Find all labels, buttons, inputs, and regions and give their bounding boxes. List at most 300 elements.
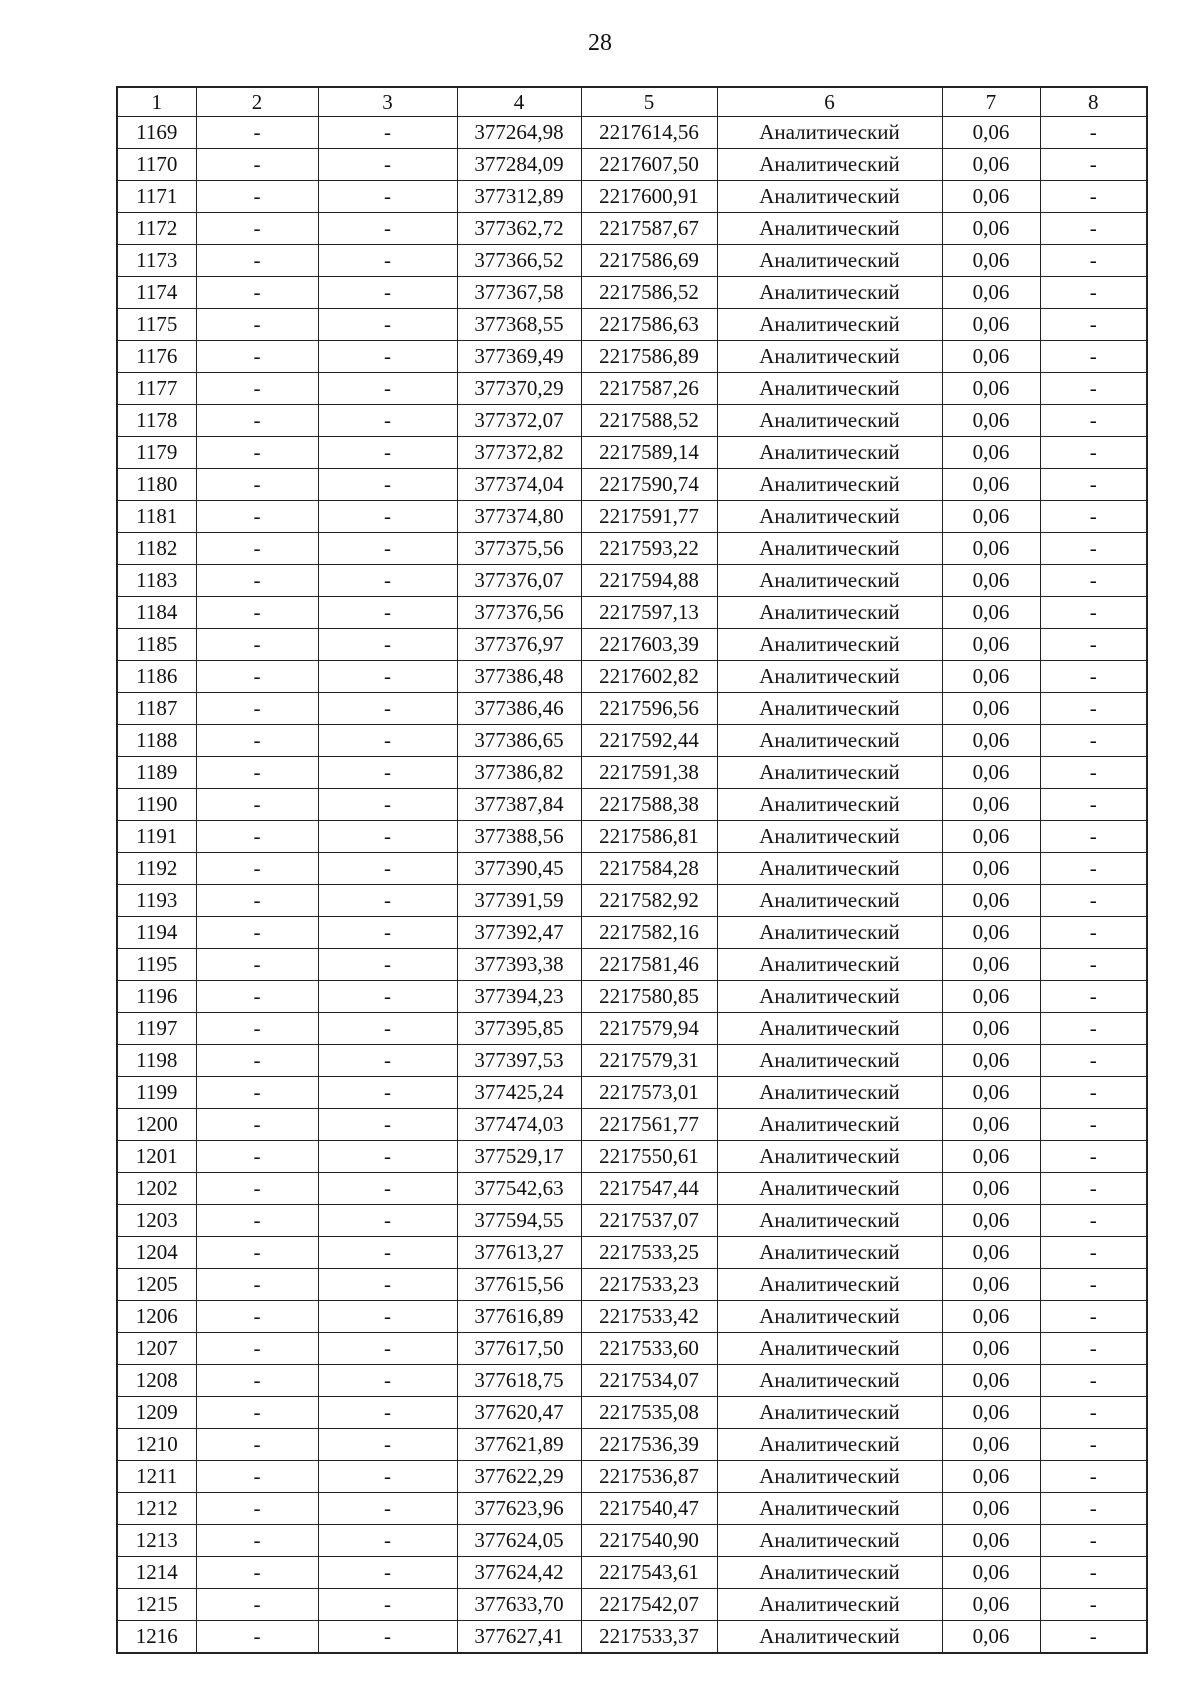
table-cell: - — [1040, 1077, 1147, 1109]
table-cell: 377620,47 — [457, 1397, 581, 1429]
table-cell: Аналитический — [717, 245, 942, 277]
table-cell: 377376,97 — [457, 629, 581, 661]
table-cell: Аналитический — [717, 1397, 942, 1429]
table-row — [117, 1109, 1147, 1141]
table-cell: 0,06 — [942, 1365, 1040, 1397]
table-cell: 377395,85 — [457, 1013, 581, 1045]
table-cell: - — [196, 1365, 318, 1397]
table-cell: 2217607,50 — [581, 149, 717, 181]
table-cell: - — [196, 1429, 318, 1461]
table-cell: Аналитический — [717, 821, 942, 853]
table-cell: - — [196, 597, 318, 629]
table-cell: 377397,53 — [457, 1045, 581, 1077]
table-cell: - — [196, 661, 318, 693]
table-cell: - — [196, 693, 318, 725]
table-cell: 0,06 — [942, 1301, 1040, 1333]
table-cell: 1194 — [117, 917, 196, 949]
table-cell: 1179 — [117, 437, 196, 469]
table-cell: 1175 — [117, 309, 196, 341]
table-cell: 2217603,39 — [581, 629, 717, 661]
table-cell: - — [318, 117, 457, 149]
table-cell: - — [318, 341, 457, 373]
table-row — [117, 533, 1147, 565]
table-cell: 1209 — [117, 1397, 196, 1429]
table-cell: 1186 — [117, 661, 196, 693]
table-cell: Аналитический — [717, 1045, 942, 1077]
table-cell: 0,06 — [942, 821, 1040, 853]
table-cell: 1200 — [117, 1109, 196, 1141]
table-cell: - — [1040, 341, 1147, 373]
table-row — [117, 1077, 1147, 1109]
table-cell: 2217586,69 — [581, 245, 717, 277]
table-cell: 1173 — [117, 245, 196, 277]
table-row — [117, 821, 1147, 853]
table-row — [117, 1525, 1147, 1557]
table-cell: 2217614,56 — [581, 117, 717, 149]
table-cell: Аналитический — [717, 1013, 942, 1045]
table-cell: 1207 — [117, 1333, 196, 1365]
table-cell: 1202 — [117, 1173, 196, 1205]
table-cell: 0,06 — [942, 373, 1040, 405]
table-cell: - — [1040, 437, 1147, 469]
coordinates-table — [116, 86, 1148, 1654]
table-cell: 377393,38 — [457, 949, 581, 981]
table-cell: Аналитический — [717, 213, 942, 245]
table-cell: 2217579,31 — [581, 1045, 717, 1077]
table-cell: - — [318, 853, 457, 885]
table-cell: 1206 — [117, 1301, 196, 1333]
table-cell: 1174 — [117, 277, 196, 309]
table-cell: - — [318, 213, 457, 245]
column-header: 1 — [117, 87, 196, 117]
table-cell: - — [318, 1301, 457, 1333]
table-cell: 0,06 — [942, 693, 1040, 725]
table-row — [117, 1173, 1147, 1205]
table-cell: 0,06 — [942, 405, 1040, 437]
table-cell: 2217533,23 — [581, 1269, 717, 1301]
table-cell: - — [318, 1557, 457, 1589]
table-row — [117, 309, 1147, 341]
table-cell: - — [318, 373, 457, 405]
table-cell: 2217586,89 — [581, 341, 717, 373]
table-cell: 0,06 — [942, 597, 1040, 629]
table-row — [117, 981, 1147, 1013]
table-cell: 1198 — [117, 1045, 196, 1077]
table-cell: 1205 — [117, 1269, 196, 1301]
table-cell: 0,06 — [942, 117, 1040, 149]
table-cell: 2217586,81 — [581, 821, 717, 853]
table-row — [117, 725, 1147, 757]
table-row — [117, 181, 1147, 213]
table-cell: - — [318, 821, 457, 853]
table-cell: 0,06 — [942, 1461, 1040, 1493]
table-cell: 0,06 — [942, 853, 1040, 885]
table-cell: - — [318, 309, 457, 341]
table-cell: 1193 — [117, 885, 196, 917]
table-cell: - — [1040, 469, 1147, 501]
table-cell: - — [1040, 1237, 1147, 1269]
table-cell: Аналитический — [717, 117, 942, 149]
table-cell: 0,06 — [942, 1237, 1040, 1269]
table-cell: - — [318, 1237, 457, 1269]
table-cell: - — [1040, 1141, 1147, 1173]
table-cell: Аналитический — [717, 1237, 942, 1269]
table-cell: - — [1040, 1365, 1147, 1397]
table-cell: 377372,82 — [457, 437, 581, 469]
column-header: 6 — [717, 87, 942, 117]
table-cell: - — [196, 1077, 318, 1109]
table-cell: 0,06 — [942, 949, 1040, 981]
table-cell: 2217542,07 — [581, 1589, 717, 1621]
table-cell: 2217588,52 — [581, 405, 717, 437]
table-cell: 377394,23 — [457, 981, 581, 1013]
table-cell: 0,06 — [942, 1429, 1040, 1461]
table-cell: 2217580,85 — [581, 981, 717, 1013]
table-cell: 0,06 — [942, 1109, 1040, 1141]
table-cell: 2217591,38 — [581, 757, 717, 789]
table-cell: - — [318, 1397, 457, 1429]
table-cell: 1214 — [117, 1557, 196, 1589]
table-cell: 1204 — [117, 1237, 196, 1269]
table-cell: - — [318, 1077, 457, 1109]
table-cell: - — [1040, 725, 1147, 757]
table-cell: 0,06 — [942, 437, 1040, 469]
table-cell: 2217596,56 — [581, 693, 717, 725]
table-cell: - — [196, 437, 318, 469]
table-cell: Аналитический — [717, 1333, 942, 1365]
table-cell: 0,06 — [942, 757, 1040, 789]
table-cell: - — [196, 789, 318, 821]
table-cell: - — [1040, 789, 1147, 821]
table-cell: - — [318, 277, 457, 309]
table-cell: - — [196, 1045, 318, 1077]
table-cell: 1185 — [117, 629, 196, 661]
table-cell: - — [318, 661, 457, 693]
table-cell: 2217579,94 — [581, 1013, 717, 1045]
table-cell: 2217534,07 — [581, 1365, 717, 1397]
table-cell: Аналитический — [717, 853, 942, 885]
table-cell: Аналитический — [717, 1365, 942, 1397]
table-cell: - — [1040, 1269, 1147, 1301]
table-row — [117, 1141, 1147, 1173]
table-cell: 2217587,67 — [581, 213, 717, 245]
table-cell: 1183 — [117, 565, 196, 597]
table-cell: Аналитический — [717, 1493, 942, 1525]
table-row — [117, 213, 1147, 245]
table-cell: 0,06 — [942, 789, 1040, 821]
table-cell: Аналитический — [717, 1429, 942, 1461]
table-cell: 2217537,07 — [581, 1205, 717, 1237]
table-cell: 377391,59 — [457, 885, 581, 917]
table-cell: - — [196, 149, 318, 181]
table-row — [117, 1589, 1147, 1621]
column-header: 5 — [581, 87, 717, 117]
table-cell: Аналитический — [717, 181, 942, 213]
page-number: 28 — [588, 30, 612, 56]
table-cell: - — [196, 821, 318, 853]
table-row — [117, 1621, 1147, 1654]
table-cell: Аналитический — [717, 1525, 942, 1557]
table-cell: - — [318, 1269, 457, 1301]
table-cell: 2217597,13 — [581, 597, 717, 629]
table-cell: 2217600,91 — [581, 181, 717, 213]
table-cell: - — [318, 949, 457, 981]
table-row — [117, 597, 1147, 629]
table-row — [117, 1365, 1147, 1397]
table-cell: - — [196, 373, 318, 405]
table-cell: 1208 — [117, 1365, 196, 1397]
table-cell: - — [196, 341, 318, 373]
table-cell: 377622,29 — [457, 1461, 581, 1493]
table-cell: - — [196, 1013, 318, 1045]
table-cell: - — [318, 1525, 457, 1557]
table-cell: 2217590,74 — [581, 469, 717, 501]
table-cell: - — [196, 405, 318, 437]
table-cell: - — [196, 1397, 318, 1429]
table-cell: 2217535,08 — [581, 1397, 717, 1429]
table-cell: 0,06 — [942, 981, 1040, 1013]
table-cell: - — [318, 149, 457, 181]
table-cell: - — [1040, 1589, 1147, 1621]
table-cell: 1172 — [117, 213, 196, 245]
table-cell: 0,06 — [942, 533, 1040, 565]
table-cell: - — [318, 1365, 457, 1397]
table-row — [117, 853, 1147, 885]
table-cell: 0,06 — [942, 469, 1040, 501]
table-cell: - — [1040, 181, 1147, 213]
table-cell: - — [318, 789, 457, 821]
table-cell: 377390,45 — [457, 853, 581, 885]
table-cell: 377529,17 — [457, 1141, 581, 1173]
table-cell: 2217540,90 — [581, 1525, 717, 1557]
table-cell: 0,06 — [942, 1493, 1040, 1525]
table-cell: - — [196, 213, 318, 245]
table-cell: 0,06 — [942, 1333, 1040, 1365]
table-cell: - — [1040, 757, 1147, 789]
table-cell: - — [196, 1557, 318, 1589]
table-row — [117, 949, 1147, 981]
table-cell: - — [1040, 693, 1147, 725]
table-cell: - — [318, 1429, 457, 1461]
table-cell: - — [1040, 661, 1147, 693]
table-row — [117, 245, 1147, 277]
table-cell: Аналитический — [717, 1205, 942, 1237]
table-cell: - — [318, 1045, 457, 1077]
column-header: 7 — [942, 87, 1040, 117]
table-cell: 377388,56 — [457, 821, 581, 853]
table-cell: 0,06 — [942, 1557, 1040, 1589]
table-cell: Аналитический — [717, 981, 942, 1013]
table-cell: - — [318, 1109, 457, 1141]
table-cell: - — [1040, 1301, 1147, 1333]
table-cell: - — [1040, 1621, 1147, 1654]
table-cell: - — [1040, 1461, 1147, 1493]
table-cell: 377615,56 — [457, 1269, 581, 1301]
table-cell: 377362,72 — [457, 213, 581, 245]
table-cell: - — [196, 469, 318, 501]
table-cell: 2217581,46 — [581, 949, 717, 981]
table-cell: - — [318, 693, 457, 725]
table-cell: 1197 — [117, 1013, 196, 1045]
table-cell: 0,06 — [942, 245, 1040, 277]
table-cell: 377369,49 — [457, 341, 581, 373]
table-cell: 377376,07 — [457, 565, 581, 597]
table-cell: 2217533,60 — [581, 1333, 717, 1365]
table-row — [117, 117, 1147, 149]
table-cell: 0,06 — [942, 181, 1040, 213]
table-cell: 377284,09 — [457, 149, 581, 181]
table-cell: - — [1040, 309, 1147, 341]
table-cell: - — [1040, 917, 1147, 949]
table-cell: Аналитический — [717, 661, 942, 693]
table-cell: 1192 — [117, 853, 196, 885]
table-cell: - — [196, 1493, 318, 1525]
table-cell: 377387,84 — [457, 789, 581, 821]
table-cell: - — [196, 725, 318, 757]
table-cell: - — [1040, 1045, 1147, 1077]
table-cell: Аналитический — [717, 1077, 942, 1109]
table-cell: 2217547,44 — [581, 1173, 717, 1205]
table-row — [117, 629, 1147, 661]
table-cell: - — [1040, 565, 1147, 597]
table-cell: - — [318, 1461, 457, 1493]
table-row — [117, 469, 1147, 501]
table-cell: 1216 — [117, 1621, 196, 1654]
table-cell: - — [318, 917, 457, 949]
table-cell: Аналитический — [717, 1173, 942, 1205]
table-row — [117, 501, 1147, 533]
table-cell: 377386,82 — [457, 757, 581, 789]
table-cell: Аналитический — [717, 373, 942, 405]
table-cell: - — [196, 1141, 318, 1173]
table-row — [117, 1429, 1147, 1461]
table-cell: 377386,48 — [457, 661, 581, 693]
table-cell: - — [1040, 405, 1147, 437]
table-cell: 1195 — [117, 949, 196, 981]
table-cell: Аналитический — [717, 533, 942, 565]
table-cell: - — [196, 117, 318, 149]
table-cell: - — [318, 565, 457, 597]
table-cell: 377617,50 — [457, 1333, 581, 1365]
column-header: 4 — [457, 87, 581, 117]
table-cell: Аналитический — [717, 629, 942, 661]
table-cell: 377376,56 — [457, 597, 581, 629]
table-cell: 377594,55 — [457, 1205, 581, 1237]
table-cell: 377374,80 — [457, 501, 581, 533]
table-cell: 2217592,44 — [581, 725, 717, 757]
table-row — [117, 757, 1147, 789]
table-cell: - — [318, 629, 457, 661]
table-header-row — [117, 87, 1147, 117]
table-cell: 1211 — [117, 1461, 196, 1493]
table-cell: - — [196, 1173, 318, 1205]
table-cell: 2217543,61 — [581, 1557, 717, 1589]
table-row — [117, 789, 1147, 821]
table-cell: - — [196, 949, 318, 981]
table-cell: 0,06 — [942, 917, 1040, 949]
table-cell: Аналитический — [717, 1461, 942, 1493]
table-cell: 0,06 — [942, 725, 1040, 757]
table-cell: 0,06 — [942, 1589, 1040, 1621]
table-cell: 2217594,88 — [581, 565, 717, 597]
table-cell: Аналитический — [717, 469, 942, 501]
table-cell: Аналитический — [717, 341, 942, 373]
table-cell: 2217550,61 — [581, 1141, 717, 1173]
table-cell: 377366,52 — [457, 245, 581, 277]
table-row — [117, 1461, 1147, 1493]
table-cell: Аналитический — [717, 693, 942, 725]
table-cell: 0,06 — [942, 501, 1040, 533]
table-cell: - — [318, 597, 457, 629]
table-cell: - — [1040, 629, 1147, 661]
table-cell: Аналитический — [717, 1141, 942, 1173]
table-cell: Аналитический — [717, 757, 942, 789]
table-cell: - — [318, 1493, 457, 1525]
table-cell: 2217589,14 — [581, 437, 717, 469]
table-row — [117, 149, 1147, 181]
table-cell: 2217584,28 — [581, 853, 717, 885]
table-cell: - — [196, 1237, 318, 1269]
table-cell: - — [1040, 853, 1147, 885]
table-cell: 1184 — [117, 597, 196, 629]
table-cell: - — [196, 853, 318, 885]
table-cell: - — [1040, 1525, 1147, 1557]
table-cell: - — [196, 1621, 318, 1654]
table-cell: 1169 — [117, 117, 196, 149]
table-row — [117, 1205, 1147, 1237]
table-cell: 377624,42 — [457, 1557, 581, 1589]
table-cell: - — [1040, 1493, 1147, 1525]
table-cell: 1203 — [117, 1205, 196, 1237]
table-cell: - — [1040, 981, 1147, 1013]
table-cell: - — [196, 277, 318, 309]
table-cell: Аналитический — [717, 1269, 942, 1301]
table-cell: 1213 — [117, 1525, 196, 1557]
table-cell: 2217533,42 — [581, 1301, 717, 1333]
table-cell: - — [196, 981, 318, 1013]
table-cell: 0,06 — [942, 213, 1040, 245]
table-cell: Аналитический — [717, 149, 942, 181]
table-cell: - — [196, 1461, 318, 1493]
table-cell: 1212 — [117, 1493, 196, 1525]
table-cell: Аналитический — [717, 405, 942, 437]
table-cell: - — [318, 469, 457, 501]
table-cell: 377370,29 — [457, 373, 581, 405]
table-cell: 377425,24 — [457, 1077, 581, 1109]
table-cell: 0,06 — [942, 1621, 1040, 1654]
table-cell: 1210 — [117, 1429, 196, 1461]
table-cell: 2217588,38 — [581, 789, 717, 821]
table-cell: 0,06 — [942, 661, 1040, 693]
table-cell: - — [1040, 597, 1147, 629]
table-cell: 2217536,87 — [581, 1461, 717, 1493]
table-cell: 0,06 — [942, 885, 1040, 917]
table-cell: - — [196, 565, 318, 597]
table-cell: - — [196, 1269, 318, 1301]
table-cell: - — [318, 181, 457, 213]
table-cell: 1178 — [117, 405, 196, 437]
table-cell: 377367,58 — [457, 277, 581, 309]
table-row — [117, 1301, 1147, 1333]
table-cell: - — [196, 1333, 318, 1365]
table-cell: - — [196, 245, 318, 277]
table-cell: 377372,07 — [457, 405, 581, 437]
table-cell: Аналитический — [717, 949, 942, 981]
column-header: 8 — [1040, 87, 1147, 117]
table-cell: 2217591,77 — [581, 501, 717, 533]
table-cell: Аналитический — [717, 1621, 942, 1654]
table-cell: 2217561,77 — [581, 1109, 717, 1141]
